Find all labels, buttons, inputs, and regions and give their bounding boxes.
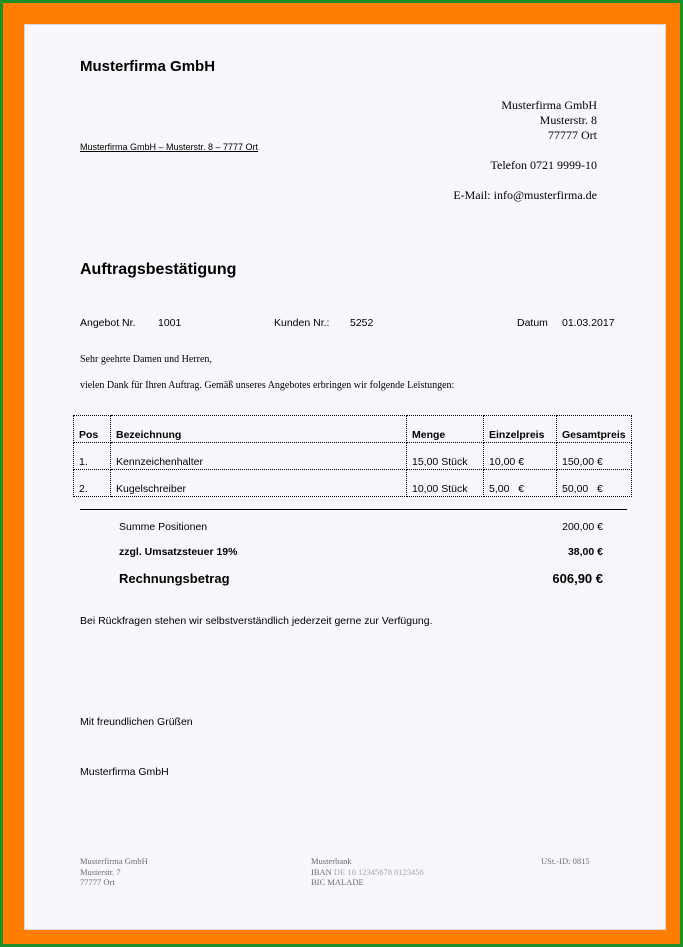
sum-value: 200,00 € bbox=[562, 521, 603, 533]
footer-bank bbox=[311, 856, 424, 888]
sender-line: Musterfirma GmbH – Musterstr. 8 – 7777 Ort bbox=[80, 142, 259, 152]
tax-value: 38,00 € bbox=[567, 546, 603, 558]
footer-company-city: 77777 Ort bbox=[80, 877, 115, 887]
footer-iban bbox=[311, 867, 424, 878]
cell-unit-price: 10,00 € bbox=[484, 443, 557, 470]
cell-description: Kugelschreiber bbox=[111, 470, 407, 497]
footer-bic: BIC MALADE bbox=[311, 877, 364, 887]
date-label: Datum bbox=[517, 317, 548, 329]
total-label: Rechnungsbetrag bbox=[119, 571, 230, 586]
cell-pos: 1. bbox=[74, 443, 111, 470]
offer-label: Angebot Nr. bbox=[80, 317, 136, 329]
document-title: Auftragsbestätigung bbox=[80, 261, 237, 278]
items-table bbox=[73, 415, 632, 497]
document-page bbox=[24, 24, 666, 930]
footer-company-street: Musterstr. 7 bbox=[80, 866, 121, 877]
customer-label: Kunden Nr.: bbox=[274, 317, 330, 329]
footer-company bbox=[80, 856, 148, 888]
table-header-row bbox=[74, 416, 632, 443]
intro-text: vielen Dank für Ihren Auftrag. Gemäß unseres Angebotes erbringen wir folgende Leistungen: bbox=[80, 380, 455, 391]
date-value: 01.03.2017 bbox=[562, 317, 615, 329]
footer-iban-value: DE 10 12345678 0123456 bbox=[333, 866, 424, 877]
cell-unit-price: 5,00 € bbox=[484, 470, 557, 497]
footer-company-name: Musterfirma GmbH bbox=[80, 856, 148, 866]
questions-text: Bei Rückfragen stehen wir selbstverständlich jederzeit gerne zur Verfügung. bbox=[80, 615, 433, 627]
tax-label: zzgl. Umsatzsteuer 19% bbox=[119, 546, 238, 558]
header-description: Bezeichnung bbox=[111, 416, 407, 443]
salutation: Sehr geehrte Damen und Herren, bbox=[80, 354, 212, 365]
footer-bank-name: Musterbank bbox=[311, 856, 352, 866]
cell-total-price: 150,00 € bbox=[557, 443, 632, 470]
header-pos: Pos bbox=[74, 416, 111, 443]
address-phone: Telefon 0721 9999-10 bbox=[490, 158, 597, 172]
cell-quantity: 10,00 Stück bbox=[407, 470, 484, 497]
address-email: E-Mail: info@musterfirma.de bbox=[453, 188, 597, 202]
cell-total-price: 50,00 € bbox=[557, 470, 632, 497]
table-row bbox=[74, 470, 632, 497]
greeting-text: Mit freundlichen Grüßen bbox=[80, 716, 193, 728]
header-total-price: Gesamtpreis bbox=[557, 416, 632, 443]
divider-line bbox=[80, 509, 627, 510]
table-row bbox=[74, 443, 632, 470]
signature-text: Musterfirma GmbH bbox=[80, 766, 169, 778]
address-city: 77777 Ort bbox=[548, 128, 597, 142]
total-value: 606,90 € bbox=[552, 571, 603, 586]
company-title: Musterfirma GmbH bbox=[80, 58, 216, 75]
sum-label: Summe Positionen bbox=[119, 521, 208, 533]
orange-frame bbox=[3, 3, 680, 944]
customer-value: 5252 bbox=[350, 317, 374, 329]
footer-vat: USt.-ID: 0815 bbox=[541, 856, 590, 866]
header-unit-price: Einzelpreis bbox=[484, 416, 557, 443]
header-quantity: Menge bbox=[407, 416, 484, 443]
address-name: Musterfirma GmbH bbox=[501, 98, 597, 112]
cell-pos: 2. bbox=[74, 470, 111, 497]
cell-description: Kennzeichenhalter bbox=[111, 443, 407, 470]
offer-value: 1001 bbox=[158, 317, 182, 329]
footer-iban-label: IBAN bbox=[311, 866, 332, 877]
cell-quantity: 15,00 Stück bbox=[407, 443, 484, 470]
address-street: Musterstr. 8 bbox=[539, 113, 597, 127]
